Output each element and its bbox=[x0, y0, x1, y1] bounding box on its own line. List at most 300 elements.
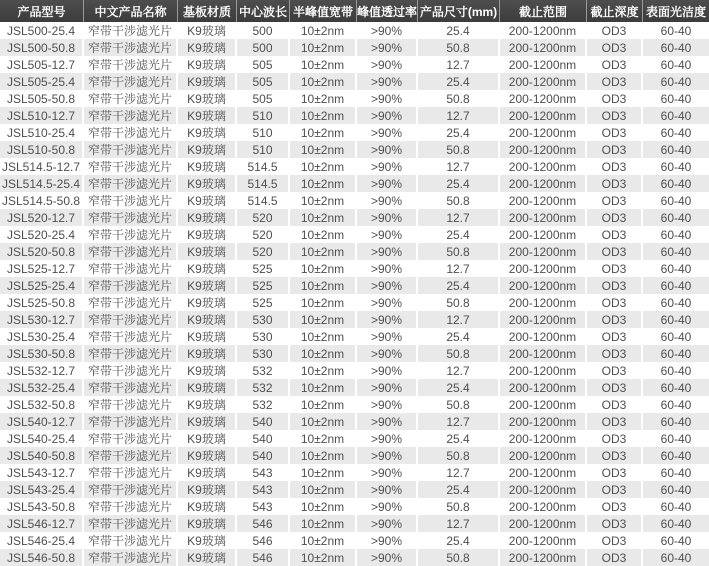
cell: 532 bbox=[237, 396, 290, 413]
cell: 窄带干涉滤光片 bbox=[84, 39, 178, 56]
cell: 525 bbox=[237, 260, 290, 277]
cell: >90% bbox=[357, 56, 418, 73]
cell: 200-1200nm bbox=[500, 209, 587, 226]
cell: >90% bbox=[357, 73, 418, 90]
cell: JSL500-50.8 bbox=[0, 39, 84, 56]
cell: OD3 bbox=[587, 56, 643, 73]
cell: >90% bbox=[357, 107, 418, 124]
cell: 514.5 bbox=[237, 175, 290, 192]
cell: 543 bbox=[237, 481, 290, 498]
cell: 60-40 bbox=[643, 294, 709, 311]
cell: 60-40 bbox=[643, 311, 709, 328]
cell: >90% bbox=[357, 22, 418, 39]
cell: 60-40 bbox=[643, 107, 709, 124]
cell: 10±2nm bbox=[290, 243, 357, 260]
cell: JSL530-25.4 bbox=[0, 328, 84, 345]
cell: 200-1200nm bbox=[500, 430, 587, 447]
cell: 60-40 bbox=[643, 73, 709, 90]
table-row bbox=[0, 345, 709, 362]
cell: 500 bbox=[237, 39, 290, 56]
table-row bbox=[0, 56, 709, 73]
cell: 12.7 bbox=[418, 56, 500, 73]
cell: OD3 bbox=[587, 243, 643, 260]
cell: 10±2nm bbox=[290, 175, 357, 192]
table-row bbox=[0, 141, 709, 158]
cell: OD3 bbox=[587, 175, 643, 192]
cell: JSL546-12.7 bbox=[0, 515, 84, 532]
cell: 510 bbox=[237, 124, 290, 141]
cell: 窄带干涉滤光片 bbox=[84, 209, 178, 226]
cell: 10±2nm bbox=[290, 158, 357, 175]
cell: 10±2nm bbox=[290, 226, 357, 243]
cell: 10±2nm bbox=[290, 141, 357, 158]
cell: OD3 bbox=[587, 124, 643, 141]
cell: OD3 bbox=[587, 345, 643, 362]
cell: OD3 bbox=[587, 413, 643, 430]
cell: 200-1200nm bbox=[500, 107, 587, 124]
cell: 窄带干涉滤光片 bbox=[84, 56, 178, 73]
cell: K9玻璃 bbox=[178, 124, 237, 141]
cell: 窄带干涉滤光片 bbox=[84, 345, 178, 362]
cell: OD3 bbox=[587, 226, 643, 243]
cell: 窄带干涉滤光片 bbox=[84, 175, 178, 192]
cell: K9玻璃 bbox=[178, 260, 237, 277]
cell: 窄带干涉滤光片 bbox=[84, 260, 178, 277]
cell: JSL500-25.4 bbox=[0, 22, 84, 39]
cell: 窄带干涉滤光片 bbox=[84, 396, 178, 413]
cell: 10±2nm bbox=[290, 192, 357, 209]
cell: 200-1200nm bbox=[500, 277, 587, 294]
cell: 60-40 bbox=[643, 90, 709, 107]
cell: JSL505-25.4 bbox=[0, 73, 84, 90]
cell: 窄带干涉滤光片 bbox=[84, 549, 178, 566]
cell: 532 bbox=[237, 362, 290, 379]
cell: JSL530-12.7 bbox=[0, 311, 84, 328]
table-row bbox=[0, 73, 709, 90]
table-row bbox=[0, 107, 709, 124]
cell: >90% bbox=[357, 515, 418, 532]
cell: OD3 bbox=[587, 379, 643, 396]
cell: 200-1200nm bbox=[500, 260, 587, 277]
table-row bbox=[0, 447, 709, 464]
cell: 60-40 bbox=[643, 549, 709, 566]
column-header: 表面光洁度 bbox=[643, 0, 709, 22]
cell: JSL505-12.7 bbox=[0, 56, 84, 73]
cell: >90% bbox=[357, 243, 418, 260]
cell: 60-40 bbox=[643, 379, 709, 396]
cell: OD3 bbox=[587, 549, 643, 566]
cell: JSL505-50.8 bbox=[0, 90, 84, 107]
cell: 25.4 bbox=[418, 226, 500, 243]
cell: JSL525-50.8 bbox=[0, 294, 84, 311]
cell: 10±2nm bbox=[290, 430, 357, 447]
cell: 60-40 bbox=[643, 532, 709, 549]
cell: 12.7 bbox=[418, 209, 500, 226]
cell: 窄带干涉滤光片 bbox=[84, 294, 178, 311]
cell: 50.8 bbox=[418, 498, 500, 515]
cell: 10±2nm bbox=[290, 311, 357, 328]
cell: OD3 bbox=[587, 39, 643, 56]
cell: 200-1200nm bbox=[500, 464, 587, 481]
cell: 25.4 bbox=[418, 73, 500, 90]
cell: 窄带干涉滤光片 bbox=[84, 515, 178, 532]
cell: 50.8 bbox=[418, 90, 500, 107]
cell: 200-1200nm bbox=[500, 396, 587, 413]
header-row bbox=[0, 0, 709, 22]
cell: K9玻璃 bbox=[178, 447, 237, 464]
cell: K9玻璃 bbox=[178, 226, 237, 243]
cell: 10±2nm bbox=[290, 260, 357, 277]
cell: 510 bbox=[237, 141, 290, 158]
table-row bbox=[0, 277, 709, 294]
cell: 60-40 bbox=[643, 243, 709, 260]
cell: 200-1200nm bbox=[500, 328, 587, 345]
cell: 525 bbox=[237, 277, 290, 294]
cell: K9玻璃 bbox=[178, 345, 237, 362]
cell: 窄带干涉滤光片 bbox=[84, 90, 178, 107]
column-header: 中心波长 bbox=[237, 0, 290, 22]
cell: 窄带干涉滤光片 bbox=[84, 362, 178, 379]
cell: JSL520-50.8 bbox=[0, 243, 84, 260]
cell: OD3 bbox=[587, 532, 643, 549]
cell: OD3 bbox=[587, 447, 643, 464]
cell: JSL532-50.8 bbox=[0, 396, 84, 413]
cell: 50.8 bbox=[418, 345, 500, 362]
cell: 200-1200nm bbox=[500, 175, 587, 192]
cell: 510 bbox=[237, 107, 290, 124]
cell: JSL510-12.7 bbox=[0, 107, 84, 124]
cell: 25.4 bbox=[418, 379, 500, 396]
cell: JSL525-12.7 bbox=[0, 260, 84, 277]
cell: 200-1200nm bbox=[500, 311, 587, 328]
cell: 60-40 bbox=[643, 345, 709, 362]
cell: JSL514.5-50.8 bbox=[0, 192, 84, 209]
cell: 窄带干涉滤光片 bbox=[84, 107, 178, 124]
cell: 10±2nm bbox=[290, 498, 357, 515]
cell: K9玻璃 bbox=[178, 328, 237, 345]
cell: K9玻璃 bbox=[178, 209, 237, 226]
cell: 200-1200nm bbox=[500, 515, 587, 532]
cell: 窄带干涉滤光片 bbox=[84, 498, 178, 515]
cell: 60-40 bbox=[643, 124, 709, 141]
table-row bbox=[0, 192, 709, 209]
cell: K9玻璃 bbox=[178, 549, 237, 566]
cell: 60-40 bbox=[643, 515, 709, 532]
column-header: 基板材质 bbox=[178, 0, 237, 22]
cell: 200-1200nm bbox=[500, 345, 587, 362]
cell: JSL543-50.8 bbox=[0, 498, 84, 515]
cell: 10±2nm bbox=[290, 209, 357, 226]
cell: 10±2nm bbox=[290, 396, 357, 413]
cell: K9玻璃 bbox=[178, 413, 237, 430]
cell: 200-1200nm bbox=[500, 56, 587, 73]
table-row bbox=[0, 260, 709, 277]
cell: 505 bbox=[237, 73, 290, 90]
cell: 505 bbox=[237, 56, 290, 73]
cell: 60-40 bbox=[643, 56, 709, 73]
cell: 200-1200nm bbox=[500, 39, 587, 56]
cell: 25.4 bbox=[418, 430, 500, 447]
cell: OD3 bbox=[587, 141, 643, 158]
column-header: 峰值透过率 bbox=[357, 0, 418, 22]
table-body bbox=[0, 22, 709, 566]
cell: 546 bbox=[237, 549, 290, 566]
cell: 窄带干涉滤光片 bbox=[84, 73, 178, 90]
cell: K9玻璃 bbox=[178, 22, 237, 39]
cell: OD3 bbox=[587, 311, 643, 328]
cell: 窄带干涉滤光片 bbox=[84, 481, 178, 498]
cell: 60-40 bbox=[643, 226, 709, 243]
cell: 525 bbox=[237, 294, 290, 311]
cell: JSL510-50.8 bbox=[0, 141, 84, 158]
cell: 25.4 bbox=[418, 175, 500, 192]
cell: >90% bbox=[357, 379, 418, 396]
cell: 窄带干涉滤光片 bbox=[84, 413, 178, 430]
cell: K9玻璃 bbox=[178, 481, 237, 498]
cell: 窄带干涉滤光片 bbox=[84, 532, 178, 549]
cell: 60-40 bbox=[643, 430, 709, 447]
cell: 60-40 bbox=[643, 22, 709, 39]
cell: 10±2nm bbox=[290, 294, 357, 311]
cell: >90% bbox=[357, 124, 418, 141]
cell: 50.8 bbox=[418, 243, 500, 260]
cell: K9玻璃 bbox=[178, 141, 237, 158]
cell: OD3 bbox=[587, 260, 643, 277]
column-header: 产品尺寸(mm) bbox=[418, 0, 500, 22]
cell: JSL510-25.4 bbox=[0, 124, 84, 141]
cell: 60-40 bbox=[643, 413, 709, 430]
cell: >90% bbox=[357, 192, 418, 209]
cell: >90% bbox=[357, 277, 418, 294]
cell: K9玻璃 bbox=[178, 532, 237, 549]
cell: 10±2nm bbox=[290, 22, 357, 39]
cell: >90% bbox=[357, 413, 418, 430]
table-row bbox=[0, 311, 709, 328]
cell: >90% bbox=[357, 430, 418, 447]
cell: JSL525-25.4 bbox=[0, 277, 84, 294]
cell: >90% bbox=[357, 209, 418, 226]
cell: >90% bbox=[357, 549, 418, 566]
cell: 200-1200nm bbox=[500, 413, 587, 430]
cell: K9玻璃 bbox=[178, 311, 237, 328]
cell: 50.8 bbox=[418, 447, 500, 464]
cell: 12.7 bbox=[418, 107, 500, 124]
cell: 25.4 bbox=[418, 328, 500, 345]
cell: 60-40 bbox=[643, 39, 709, 56]
cell: 25.4 bbox=[418, 481, 500, 498]
cell: 530 bbox=[237, 311, 290, 328]
cell: 200-1200nm bbox=[500, 498, 587, 515]
cell: 200-1200nm bbox=[500, 124, 587, 141]
table-row bbox=[0, 396, 709, 413]
cell: K9玻璃 bbox=[178, 192, 237, 209]
column-header: 截止范围 bbox=[500, 0, 587, 22]
cell: 60-40 bbox=[643, 209, 709, 226]
cell: 60-40 bbox=[643, 464, 709, 481]
cell: JSL514.5-12.7 bbox=[0, 158, 84, 175]
table-row bbox=[0, 515, 709, 532]
cell: OD3 bbox=[587, 464, 643, 481]
cell: 200-1200nm bbox=[500, 192, 587, 209]
column-header: 半峰值宽带 bbox=[290, 0, 357, 22]
cell: 12.7 bbox=[418, 515, 500, 532]
table-header bbox=[0, 0, 709, 22]
cell: 25.4 bbox=[418, 277, 500, 294]
cell: OD3 bbox=[587, 277, 643, 294]
cell: K9玻璃 bbox=[178, 396, 237, 413]
cell: 200-1200nm bbox=[500, 549, 587, 566]
cell: 60-40 bbox=[643, 277, 709, 294]
cell: 520 bbox=[237, 209, 290, 226]
cell: OD3 bbox=[587, 396, 643, 413]
cell: 窄带干涉滤光片 bbox=[84, 464, 178, 481]
cell: 50.8 bbox=[418, 192, 500, 209]
cell: OD3 bbox=[587, 22, 643, 39]
cell: >90% bbox=[357, 294, 418, 311]
table-row bbox=[0, 430, 709, 447]
cell: K9玻璃 bbox=[178, 430, 237, 447]
cell: 窄带干涉滤光片 bbox=[84, 447, 178, 464]
cell: 60-40 bbox=[643, 141, 709, 158]
cell: 60-40 bbox=[643, 396, 709, 413]
table-row bbox=[0, 481, 709, 498]
cell: 50.8 bbox=[418, 141, 500, 158]
table-row bbox=[0, 226, 709, 243]
table-row bbox=[0, 328, 709, 345]
cell: JSL520-25.4 bbox=[0, 226, 84, 243]
column-header: 中文产品名称 bbox=[84, 0, 178, 22]
cell: 25.4 bbox=[418, 124, 500, 141]
cell: 10±2nm bbox=[290, 549, 357, 566]
cell: 窄带干涉滤光片 bbox=[84, 379, 178, 396]
cell: >90% bbox=[357, 345, 418, 362]
cell: 窄带干涉滤光片 bbox=[84, 124, 178, 141]
cell: K9玻璃 bbox=[178, 90, 237, 107]
table-row bbox=[0, 294, 709, 311]
cell: >90% bbox=[357, 498, 418, 515]
cell: >90% bbox=[357, 158, 418, 175]
cell: 12.7 bbox=[418, 260, 500, 277]
table-row bbox=[0, 124, 709, 141]
cell: 200-1200nm bbox=[500, 243, 587, 260]
cell: >90% bbox=[357, 464, 418, 481]
cell: 10±2nm bbox=[290, 532, 357, 549]
cell: 窄带干涉滤光片 bbox=[84, 158, 178, 175]
table-row bbox=[0, 175, 709, 192]
column-header: 截止深度 bbox=[587, 0, 643, 22]
cell: 10±2nm bbox=[290, 107, 357, 124]
cell: 50.8 bbox=[418, 396, 500, 413]
cell: 窄带干涉滤光片 bbox=[84, 430, 178, 447]
cell: 200-1200nm bbox=[500, 90, 587, 107]
cell: 窄带干涉滤光片 bbox=[84, 226, 178, 243]
cell: 543 bbox=[237, 464, 290, 481]
cell: JSL540-25.4 bbox=[0, 430, 84, 447]
cell: JSL543-25.4 bbox=[0, 481, 84, 498]
cell: >90% bbox=[357, 39, 418, 56]
cell: JSL546-25.4 bbox=[0, 532, 84, 549]
cell: OD3 bbox=[587, 90, 643, 107]
cell: 10±2nm bbox=[290, 481, 357, 498]
cell: K9玻璃 bbox=[178, 107, 237, 124]
cell: 50.8 bbox=[418, 39, 500, 56]
cell: 窄带干涉滤光片 bbox=[84, 22, 178, 39]
cell: OD3 bbox=[587, 107, 643, 124]
cell: 12.7 bbox=[418, 362, 500, 379]
cell: OD3 bbox=[587, 515, 643, 532]
cell: 10±2nm bbox=[290, 413, 357, 430]
cell: K9玻璃 bbox=[178, 158, 237, 175]
cell: K9玻璃 bbox=[178, 243, 237, 260]
cell: 546 bbox=[237, 532, 290, 549]
cell: OD3 bbox=[587, 498, 643, 515]
cell: >90% bbox=[357, 90, 418, 107]
cell: 10±2nm bbox=[290, 345, 357, 362]
cell: 200-1200nm bbox=[500, 22, 587, 39]
cell: 10±2nm bbox=[290, 277, 357, 294]
cell: >90% bbox=[357, 481, 418, 498]
table-row bbox=[0, 464, 709, 481]
cell: K9玻璃 bbox=[178, 277, 237, 294]
cell: 60-40 bbox=[643, 481, 709, 498]
cell: >90% bbox=[357, 328, 418, 345]
cell: 200-1200nm bbox=[500, 158, 587, 175]
cell: K9玻璃 bbox=[178, 515, 237, 532]
cell: 200-1200nm bbox=[500, 226, 587, 243]
cell: >90% bbox=[357, 226, 418, 243]
cell: JSL543-12.7 bbox=[0, 464, 84, 481]
cell: 520 bbox=[237, 226, 290, 243]
cell: JSL514.5-25.4 bbox=[0, 175, 84, 192]
cell: 12.7 bbox=[418, 311, 500, 328]
cell: 200-1200nm bbox=[500, 141, 587, 158]
cell: 12.7 bbox=[418, 158, 500, 175]
cell: OD3 bbox=[587, 73, 643, 90]
cell: OD3 bbox=[587, 481, 643, 498]
cell: JSL530-50.8 bbox=[0, 345, 84, 362]
cell: 10±2nm bbox=[290, 90, 357, 107]
cell: K9玻璃 bbox=[178, 73, 237, 90]
cell: 505 bbox=[237, 90, 290, 107]
cell: 10±2nm bbox=[290, 39, 357, 56]
cell: 50.8 bbox=[418, 294, 500, 311]
cell: 10±2nm bbox=[290, 124, 357, 141]
cell: >90% bbox=[357, 447, 418, 464]
cell: 12.7 bbox=[418, 464, 500, 481]
cell: JSL540-12.7 bbox=[0, 413, 84, 430]
cell: JSL520-12.7 bbox=[0, 209, 84, 226]
cell: 60-40 bbox=[643, 362, 709, 379]
cell: 10±2nm bbox=[290, 515, 357, 532]
cell: OD3 bbox=[587, 430, 643, 447]
cell: 60-40 bbox=[643, 498, 709, 515]
cell: K9玻璃 bbox=[178, 379, 237, 396]
cell: 50.8 bbox=[418, 549, 500, 566]
cell: 窄带干涉滤光片 bbox=[84, 192, 178, 209]
cell: 532 bbox=[237, 379, 290, 396]
cell: K9玻璃 bbox=[178, 39, 237, 56]
cell: OD3 bbox=[587, 209, 643, 226]
column-header: 产品型号 bbox=[0, 0, 84, 22]
cell: 60-40 bbox=[643, 175, 709, 192]
cell: 12.7 bbox=[418, 413, 500, 430]
cell: >90% bbox=[357, 260, 418, 277]
cell: 60-40 bbox=[643, 192, 709, 209]
cell: 540 bbox=[237, 430, 290, 447]
cell: 10±2nm bbox=[290, 447, 357, 464]
cell: 60-40 bbox=[643, 158, 709, 175]
cell: OD3 bbox=[587, 158, 643, 175]
